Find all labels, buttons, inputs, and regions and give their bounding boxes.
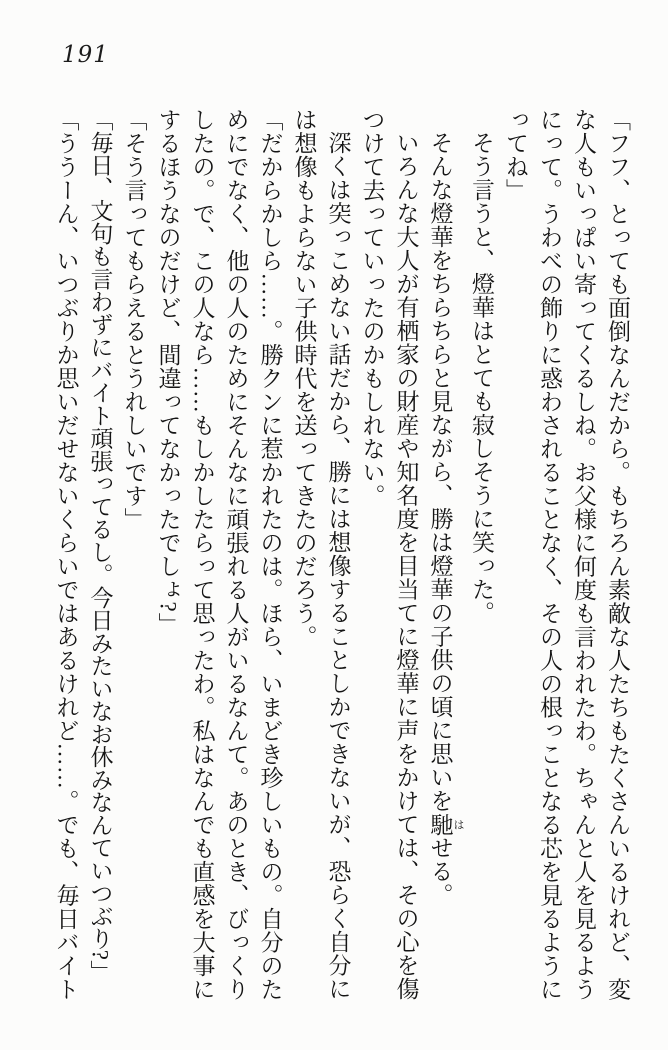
page-number: 191 (62, 42, 109, 68)
paragraph: 深くは突っこめない話だから、勝には想像することしかできないが、恐らく自分には想像もよらない子供時代を送ってきたのだろう。 (291, 108, 351, 1001)
paragraph: いろんな大人が有栖家の財産や知名度を目当てに燈華に声をかけては、その心を傷つけて去っていったのかもしれない。 (359, 108, 419, 1001)
text-block (53, 108, 634, 1002)
furigana-ruby: 馳 は (427, 812, 464, 836)
paragraph: 「だからかしら……。勝クンに惹かれたのは。ほら、いまどき珍しいもの。自分のためにでなく、他の人のためにそんなに頑張れる人がいるなんて。あのとき、びっくりしたの。で、この人なら……もしかしたらって思ったわ。私はなんでも直感を大事にするほうなのだけど、間違ってなかったでしょ?」 (155, 108, 283, 1001)
paragraph: 「毎日、文句も言わずにバイト頑張ってるし。今日みたいなお休みなんていつぶり?」 (87, 108, 113, 983)
paragraph: 「フフ、とっても面倒なんだから。もちろん素敵な人たちもたくさんいるけれど、変な人もいっぱい寄ってくるしね。お父様に何度も言われたわ。ちゃんと人を見るようにって。うわべの飾りに惑わされることなく、その人の根っことなる芯を見るようにってね」 (503, 108, 630, 1001)
paragraph: 「ううーん、いつぶりか思いだせないくらいではあるけれど……。でも、毎日バイト (53, 108, 79, 1001)
paragraph: そう言うと、燈華はとても寂しそうに笑った。 (469, 131, 494, 625)
paragraph: そんな燈華をちらちらと見ながら、勝は燈華の子供の頃に思いを馳 はせる。 (427, 131, 464, 907)
furigana-text: は (452, 812, 464, 836)
paragraph: 「そう言ってもらえるとうれしいです」 (121, 108, 147, 531)
